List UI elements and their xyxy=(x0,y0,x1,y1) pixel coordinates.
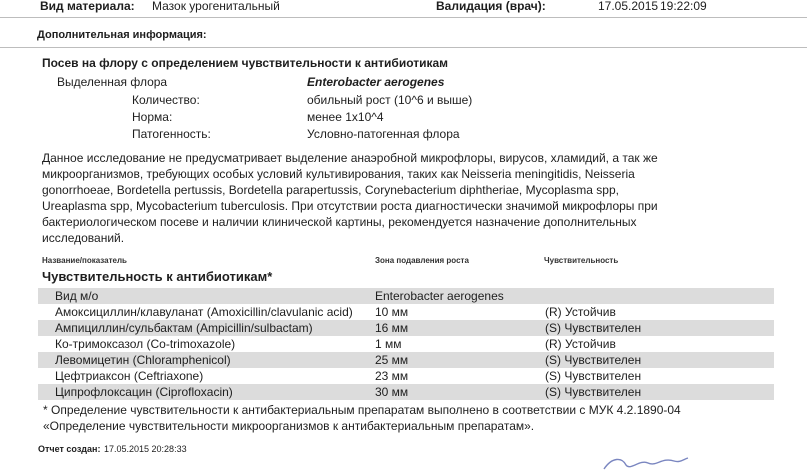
validation-date: 17.05.2015 xyxy=(598,0,659,13)
row-sensitivity: (R) Устойчив xyxy=(545,337,616,351)
row-zone: Enterobacter aerogenes xyxy=(375,289,504,303)
row-name: Ампициллин/сульбактам (Ampicillin/sulbactam) xyxy=(55,321,313,335)
section-divider xyxy=(0,47,807,48)
norm-label: Норма: xyxy=(132,110,173,124)
culture-title: Посев на флору с определением чувствительности к антибиотикам xyxy=(42,56,449,70)
table-row xyxy=(38,336,774,352)
row-zone: 23 мм xyxy=(375,369,409,383)
row-name: Амоксициллин/клавуланат (Amoxicillin/clavulanic acid) xyxy=(55,305,353,319)
row-zone: 30 мм xyxy=(375,385,409,399)
additional-info-label: Дополнительная информация: xyxy=(37,29,207,41)
validation-label: Валидация (врач): xyxy=(436,0,546,13)
row-sensitivity: (S) Чувствителен xyxy=(545,353,642,367)
material-value: Мазок урогенитальный xyxy=(152,0,280,13)
footnote: * Определение чувствительности к антибактериальным препаратам выполнено в соответствии с МУК 4.2.1890-04 «Определение чувствительности микроорганизмов к антибактериальным препаратам». xyxy=(43,403,681,433)
row-name: Ко-тримоксазол (Co-trimoxazole) xyxy=(55,337,236,351)
quantity-label: Количество: xyxy=(132,93,200,107)
signature-icon xyxy=(600,455,690,470)
table-row xyxy=(38,304,774,320)
table-row xyxy=(38,384,774,400)
row-sensitivity: (S) Чувствителен xyxy=(545,369,642,383)
table-row xyxy=(38,352,774,368)
table-row xyxy=(38,288,774,304)
row-name: Цефтриаксон (Ceftriaxone) xyxy=(55,369,204,383)
col-header-sensitivity: Чувствительность xyxy=(544,256,619,265)
validation-time: 19:22:09 xyxy=(660,0,707,13)
row-sensitivity: (S) Чувствителен xyxy=(545,321,642,335)
row-sensitivity: (R) Устойчив xyxy=(545,305,616,319)
row-sensitivity: (S) Чувствителен xyxy=(545,385,642,399)
row-zone: 1 мм xyxy=(375,337,402,351)
flora-label: Выделенная флора xyxy=(57,75,168,89)
norm-value: менее 1x10^4 xyxy=(307,110,384,124)
table-row xyxy=(38,368,774,384)
col-header-name: Название/показатель xyxy=(42,256,127,265)
row-zone: 25 мм xyxy=(375,353,409,367)
pathogenicity-value: Условно-патогенная флора xyxy=(307,127,460,141)
row-zone: 10 мм xyxy=(375,305,409,319)
flora-value: Enterobacter aerogenes xyxy=(307,75,445,89)
quantity-value: обильный рост (10^6 и выше) xyxy=(307,93,473,107)
report-created-value: 17.05.2015 20:28:33 xyxy=(104,444,187,454)
methodology-note: Данное исследование не предусматривает выделение анаэробной микрофлоры, вирусов, хламидий, а так же микроорганизмов, требующих особых условий культивирования, таких как Neisseria meningitidis, Neisseria gonorrhoeae, Bordetella pertussis, Bordetella parapertussis, Corynebacterium diphtheriae, Mycoplasma spp, Ureaplasma spp, Mycobacterium tuberculosis. При отсутствии роста диагностически значимой микрофлоры при бактериологическом посеве и наличии клинической картины, рекомендуется назначение дополнительных исследований. xyxy=(42,151,658,245)
row-name: Ципрофлоксацин (Ciprofloxacin) xyxy=(55,385,233,399)
table-row xyxy=(38,320,774,336)
col-header-zone: Зона подавления роста xyxy=(375,256,469,265)
antibiotic-section-title: Чувствительность к антибиотикам* xyxy=(42,269,273,284)
header-divider xyxy=(0,17,807,18)
row-zone: 16 мм xyxy=(375,321,409,335)
row-name: Вид м/о xyxy=(55,289,99,303)
pathogenicity-label: Патогенность: xyxy=(132,127,211,141)
row-name: Левомицетин (Chloramphenicol) xyxy=(55,353,231,367)
material-label: Вид материала: xyxy=(40,0,135,13)
report-created-label: Отчет создан: xyxy=(38,444,101,454)
